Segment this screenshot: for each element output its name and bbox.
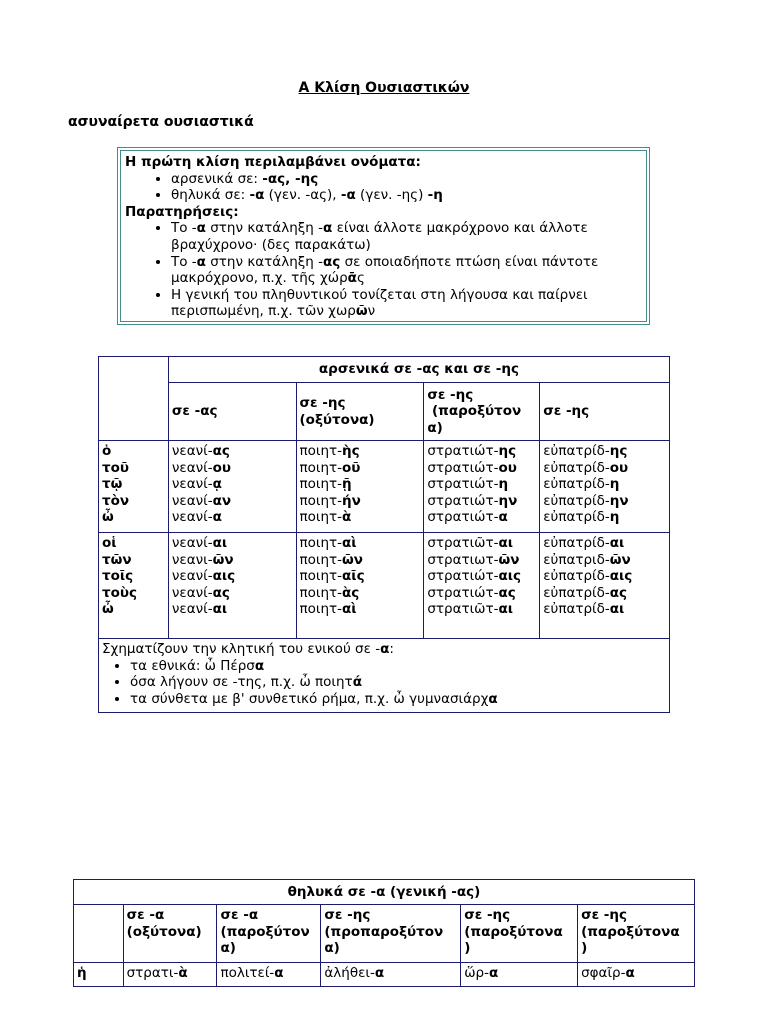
stem: νεανί-: [171, 492, 213, 509]
note-list: [102, 658, 666, 708]
ending: αὶ: [342, 601, 357, 618]
column-header: [168, 383, 296, 441]
text: στην κατάληξη -: [205, 220, 323, 237]
ending: ας: [323, 253, 341, 270]
word-form: [427, 509, 536, 526]
ending: -ας, -ης: [262, 170, 319, 187]
stem: νεανί-: [171, 476, 213, 493]
word-form: [172, 552, 293, 569]
article: ὁ: [102, 443, 112, 459]
column-header: σε -ης (παροξύτονα ): [578, 905, 695, 963]
ending: ὰς: [342, 584, 360, 601]
ending: α: [380, 641, 390, 657]
form-cell: [578, 963, 695, 987]
text: όσα λήγουν σε -της, π.χ. ὦ ποιητ: [130, 674, 353, 691]
stem: στρατιῶτ-: [427, 535, 499, 551]
ending: αι: [212, 535, 228, 551]
word-form: [300, 493, 421, 510]
word-form: [172, 601, 293, 618]
stem: στρατιώτ-: [427, 568, 499, 585]
column-header: [424, 383, 540, 441]
word-form: [172, 443, 293, 460]
text: Η γενική του πληθυντικού τονίζεται στη λήγουσα και παίρνει περισπωμένη, π.χ. τῶν χωρ: [171, 286, 588, 320]
list-item: [130, 674, 666, 691]
ending: αῖς: [342, 568, 365, 585]
word-form: [300, 552, 421, 569]
ending: α: [254, 657, 265, 674]
stem: πολιτεί-: [220, 965, 275, 981]
stem: ἀλήθει-: [324, 965, 375, 981]
word-form: [172, 460, 293, 477]
ending: ης: [498, 443, 517, 459]
word-form: [300, 476, 421, 493]
ending: αὶ: [342, 535, 357, 551]
stem: στρατιῶτ-: [427, 601, 499, 618]
article: οἱ: [102, 535, 117, 551]
singular-row: [99, 441, 670, 533]
form-cell: [321, 963, 461, 987]
feminine-declension-table: [73, 879, 695, 987]
stem: σφαῖρ-: [581, 965, 626, 981]
stem: στρατιώτ-: [427, 509, 499, 526]
stem: στρατιώτ-: [427, 492, 499, 509]
note-text: [102, 641, 666, 658]
ending: ας: [212, 443, 230, 459]
ending: α: [488, 690, 498, 707]
ending: ας: [609, 584, 628, 601]
ending: αι: [498, 535, 514, 551]
column-header-text: σε -ης (οξύτονα): [299, 394, 375, 428]
stem: στρατιώτ-: [427, 476, 499, 493]
stem: εὐπατρίδ-: [543, 584, 610, 601]
ending: ῶ: [355, 303, 368, 320]
word-form: [543, 568, 666, 585]
article: τοῦ: [102, 459, 130, 476]
ending: ην: [609, 492, 629, 509]
word-form: [543, 585, 666, 602]
word-form: [427, 552, 536, 569]
text: τα σύνθετα με β' συνθετικό ρήμα, π.χ. ὦ γυμνασιάρχ: [130, 690, 489, 707]
text: αρσενικά σε:: [171, 170, 263, 187]
stem: ποιητ-: [299, 535, 343, 551]
word-form: [427, 601, 536, 618]
ending: α: [196, 220, 206, 237]
ending: ου: [498, 459, 517, 476]
ending: ας: [498, 584, 516, 601]
word-form: [172, 568, 293, 585]
form-cell: [217, 963, 321, 987]
word-form: [172, 493, 293, 510]
stem: στρατιώτ-: [427, 584, 499, 601]
stem: ποιητ-: [299, 601, 343, 618]
stem: εὐπατρίδ-: [543, 459, 610, 476]
stem: νεανί-: [171, 535, 213, 551]
word-form: [543, 460, 666, 477]
form-cell: [424, 441, 540, 533]
stem: στρατι-: [126, 965, 179, 981]
text: θηλυκά σε:: [171, 187, 250, 204]
ending: α: [323, 220, 333, 237]
article: ὦ: [102, 509, 114, 526]
ending: ῶν: [609, 551, 631, 568]
text: Σχηματίζουν την κλητική του ενικού σε -: [102, 641, 381, 657]
ending: ου: [609, 459, 629, 476]
article: τοὺς: [102, 584, 138, 601]
ending: α: [274, 965, 284, 981]
text: είναι άλλοτε μακρόχρονο και άλλοτε βραχύχρονο· (δες παρακάτω): [171, 220, 588, 253]
form-cell: [168, 441, 296, 533]
info-heading-1: Η πρώτη κλίση περιλαμβάνει ονόματα:: [125, 154, 421, 170]
ending: ην: [498, 492, 518, 509]
text: στην κατάληξη -: [205, 253, 323, 270]
article: ὦ: [102, 601, 114, 618]
ending: ὰ: [342, 509, 352, 526]
ending: α: [196, 253, 206, 270]
word-form: [543, 476, 666, 493]
list-item: [171, 287, 642, 320]
stem: νεανί-: [171, 509, 213, 526]
ending: ῶν: [498, 551, 520, 568]
stem: ποιητ-: [299, 476, 343, 493]
word-form: [543, 443, 666, 460]
article: τῷ: [102, 476, 123, 493]
stem: εὐπατρίδ-: [543, 568, 610, 585]
ending: αι: [498, 601, 514, 618]
stem: εὐπατριδ-: [543, 551, 610, 568]
form-cell: [540, 441, 670, 533]
word-form: [300, 601, 421, 618]
stem: νεανί-: [171, 584, 213, 601]
word-form: [300, 568, 421, 585]
stem: εὐπατρίδ-: [543, 492, 610, 509]
text: (γεν. -ας),: [264, 187, 341, 204]
article-cell: ἡ: [74, 963, 124, 987]
stem: νεανι-: [171, 551, 213, 568]
word-form: [300, 535, 421, 552]
word-form: [172, 509, 293, 526]
form-cell: [168, 533, 296, 639]
stem: νεανί-: [171, 443, 213, 459]
ending: ήν: [342, 492, 361, 509]
column-header: σε -ης (προπαροξύτον α): [321, 905, 461, 963]
ending: ου: [212, 459, 231, 476]
page-title: Α Κλίση Ουσιαστικών: [298, 80, 470, 96]
ending: ης: [609, 443, 628, 459]
stem: ποιητ-: [299, 459, 343, 476]
word-form: [300, 509, 421, 526]
ending: αις: [212, 568, 236, 585]
stem: ὥρ-: [464, 965, 489, 981]
column-header: σε -ης (παροξύτονα ): [461, 905, 578, 963]
article-cell: [99, 441, 169, 533]
article-cell: [99, 533, 169, 639]
ending: αις: [609, 568, 633, 585]
list-item: [130, 658, 666, 675]
column-header: σε -α (οξύτονα): [123, 905, 217, 963]
stem: στρατιώτ-: [427, 459, 499, 476]
word-form: [427, 493, 536, 510]
masculine-declension-table: [98, 356, 670, 713]
ending: αν: [212, 492, 232, 509]
ending: α: [498, 509, 508, 526]
stem: ποιητ-: [299, 443, 343, 459]
word-form: [427, 476, 536, 493]
text: Το -: [171, 253, 197, 270]
word-form: [172, 585, 293, 602]
plural-row: [99, 533, 670, 639]
list-item: [171, 220, 642, 253]
text: σε οποιαδήποτε πτώση είναι πάντοτε μακρόχρονο, π.χ. τῆς χώρ: [171, 253, 599, 287]
word-form: [427, 535, 536, 552]
list-item: [130, 691, 666, 708]
stem: εὐπατρίδ-: [543, 443, 610, 459]
word-form: [427, 443, 536, 460]
table-header: αρσενικά σε -ας και σε -ης: [168, 357, 669, 383]
ending: ὴς: [342, 443, 360, 459]
list-item: [171, 171, 642, 188]
word-form: [172, 535, 293, 552]
stem: στρατιώτ-: [427, 443, 499, 459]
info-list-1: [125, 171, 642, 204]
info-box: [117, 147, 650, 325]
ending: αι: [609, 601, 625, 618]
column-header: [540, 383, 670, 441]
ending: -α: [249, 187, 265, 204]
form-cell: [540, 533, 670, 639]
ending: -η: [427, 187, 443, 204]
stem: νεανί-: [171, 601, 213, 618]
stem: ποιητ-: [299, 568, 343, 585]
column-header-text: σε -ας: [171, 403, 218, 420]
ending: α: [212, 509, 222, 526]
text: ν: [367, 303, 376, 320]
word-form: [172, 476, 293, 493]
article: τοῖς: [102, 568, 134, 585]
list-item: [171, 187, 642, 204]
form-cell: [424, 533, 540, 639]
ending: αις: [498, 568, 522, 585]
ending: α: [625, 965, 635, 981]
ending: ά: [352, 674, 362, 691]
word-form: [300, 443, 421, 460]
word-form: [300, 460, 421, 477]
stem: νεανί-: [171, 568, 213, 585]
list-item: [171, 254, 642, 287]
ending: ᾱ: [347, 270, 357, 287]
ending: ᾳ: [212, 476, 222, 493]
stem: εὐπατρίδ-: [543, 601, 610, 618]
stem: εὐπατρίδ-: [543, 535, 610, 551]
empty-corner-cell: [99, 357, 169, 441]
column-header: σε -α (παροξύτον α): [217, 905, 321, 963]
stem: ποιητ-: [299, 551, 343, 568]
form-cell: [123, 963, 217, 987]
stem: ποιητ-: [299, 584, 343, 601]
form-cell: [296, 441, 424, 533]
ending: ας: [212, 584, 230, 601]
ending: η: [609, 509, 620, 526]
stem: εὐπατρίδ-: [543, 476, 610, 493]
info-list-2: [125, 220, 642, 320]
stem: ποιητ-: [299, 509, 343, 526]
word-form: [543, 493, 666, 510]
ending: ῶν: [342, 551, 363, 568]
ending: ῶν: [212, 551, 234, 568]
ending: α: [488, 965, 499, 981]
text: (γεν. -ης): [355, 187, 428, 204]
ending: αι: [609, 535, 625, 551]
word-form: [543, 552, 666, 569]
ending: αι: [212, 601, 228, 618]
word-form: [427, 585, 536, 602]
text: τα εθνικά: ὦ Πέρσ: [130, 657, 255, 674]
form-cell: [461, 963, 578, 987]
word-form: [427, 460, 536, 477]
info-box-inner: [120, 150, 647, 322]
column-header-text: σε -ης: [543, 403, 590, 420]
stem: ποιητ-: [299, 492, 343, 509]
stem: στρατιωτ-: [427, 551, 499, 568]
ending: η: [609, 476, 620, 493]
section-subtitle: ασυναίρετα ουσιαστικά: [68, 114, 254, 130]
table-header: θηλυκά σε -α (γενική -ας): [74, 880, 695, 905]
ending: ὰ: [178, 965, 188, 981]
ending: οῦ: [342, 459, 361, 476]
article: τῶν: [102, 551, 132, 568]
text: :: [389, 641, 394, 657]
ending: η: [498, 476, 509, 493]
stem: νεανί-: [171, 459, 213, 476]
stem: εὐπατρίδ-: [543, 509, 610, 526]
note-cell: [99, 639, 670, 713]
text: ς: [356, 270, 365, 287]
ending: -α: [340, 187, 356, 204]
word-form: [427, 568, 536, 585]
column-header-text: σε -ης (παροξύτον α): [427, 386, 522, 436]
column-header: [296, 383, 424, 441]
word-form: [300, 585, 421, 602]
ending: α: [374, 965, 385, 981]
word-form: [543, 601, 666, 618]
text: Το -: [171, 220, 197, 237]
word-form: [543, 535, 666, 552]
article: τὸν: [102, 492, 130, 509]
ending: ῇ: [342, 476, 352, 493]
word-form: [543, 509, 666, 526]
form-cell: [296, 533, 424, 639]
empty-corner-cell: [74, 905, 124, 963]
info-heading-2: Παρατηρήσεις:: [125, 203, 239, 220]
